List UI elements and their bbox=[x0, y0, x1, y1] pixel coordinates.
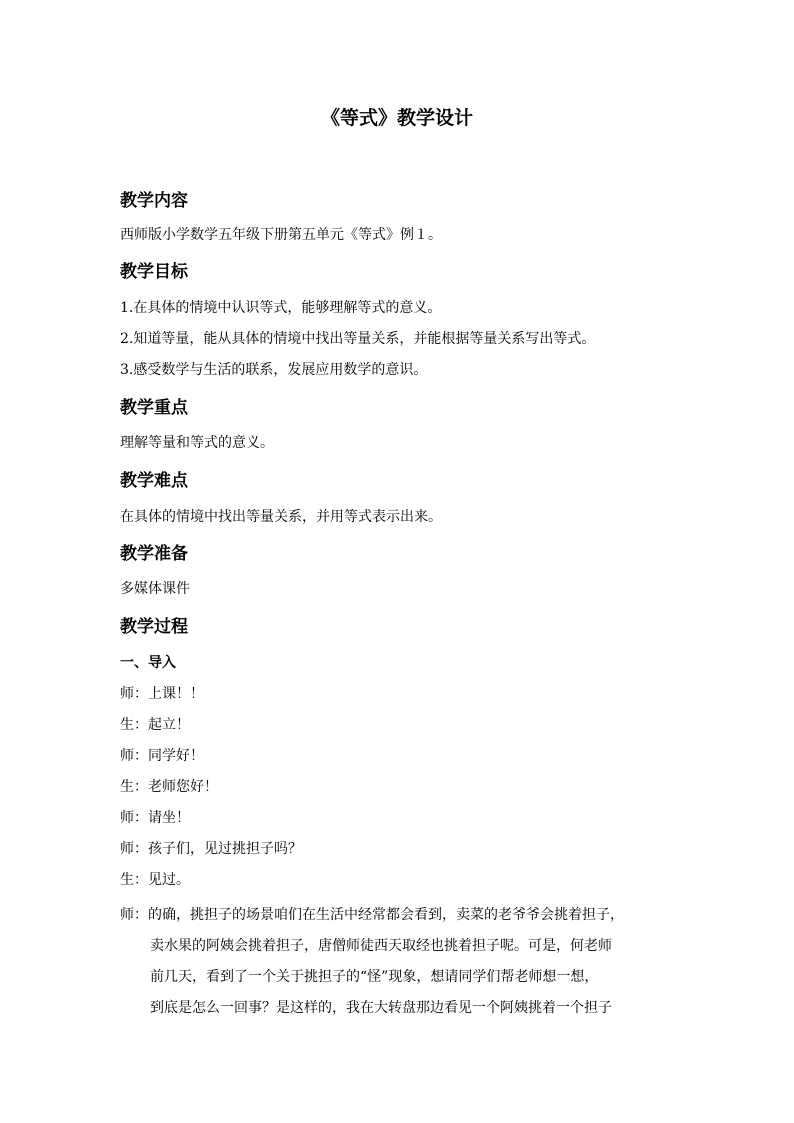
paragraph-line: 前几天，看到了一个关于挑担子的“怪”现象，想请同学们帮老师想一想， bbox=[150, 969, 599, 985]
dialogue-line: 生：起立！ bbox=[120, 717, 190, 733]
document-title: 《等式》教学设计 bbox=[320, 107, 473, 129]
teaching-focus-text: 理解等量和等式的意义。 bbox=[120, 435, 274, 451]
heading-teaching-content: 教学内容 bbox=[120, 191, 188, 211]
dialogue-line: 生：见过。 bbox=[120, 872, 190, 888]
teaching-preparation-text: 多媒体课件 bbox=[120, 581, 190, 597]
heading-teaching-process: 教学过程 bbox=[120, 617, 188, 637]
goal-item-3: 3.感受数学与生活的联系，发展应用数学的意识。 bbox=[120, 362, 428, 378]
goal-item-2: 2.知道等量，能从具体的情境中找出等量关系，并能根据等量关系写出等式。 bbox=[120, 331, 596, 347]
paragraph-line: 到底是怎么一回事？是这样的，我在大转盘那边看见一个阿姨挑着一个担子 bbox=[150, 1000, 612, 1016]
dialogue-line: 师：孩子们，见过挑担子吗？ bbox=[120, 841, 302, 857]
heading-teaching-goals: 教学目标 bbox=[120, 262, 188, 282]
heading-teaching-preparation: 教学准备 bbox=[120, 544, 188, 564]
teaching-content-text: 西师版小学数学五年级下册第五单元《等式》例１。 bbox=[120, 227, 442, 243]
heading-teaching-focus: 教学重点 bbox=[120, 398, 188, 418]
dialogue-line: 师：请坐！ bbox=[120, 810, 190, 826]
teacher-paragraph bbox=[120, 900, 680, 1024]
goal-item-1: 1.在具体的情境中认识等式，能够理解等式的意义。 bbox=[120, 300, 442, 316]
paragraph-line: 卖水果的阿姨会挑着担子，唐僧师徒西天取经也挑着担子呢。可是，何老师 bbox=[150, 938, 612, 954]
paragraph-line: 师：的确，挑担子的场景咱们在生活中经常都会看到，卖菜的老爷爷会挑着担子， bbox=[120, 907, 624, 923]
dialogue-line: 师：同学好！ bbox=[120, 748, 204, 764]
dialogue-line: 师：上课！！ bbox=[120, 686, 204, 702]
sub-heading-introduction: 一、导入 bbox=[120, 655, 176, 671]
teaching-difficulty-text: 在具体的情境中找出等量关系，并用等式表示出来。 bbox=[120, 509, 442, 525]
heading-teaching-difficulty: 教学难点 bbox=[120, 471, 188, 491]
dialogue-line: 生：老师您好！ bbox=[120, 779, 218, 795]
